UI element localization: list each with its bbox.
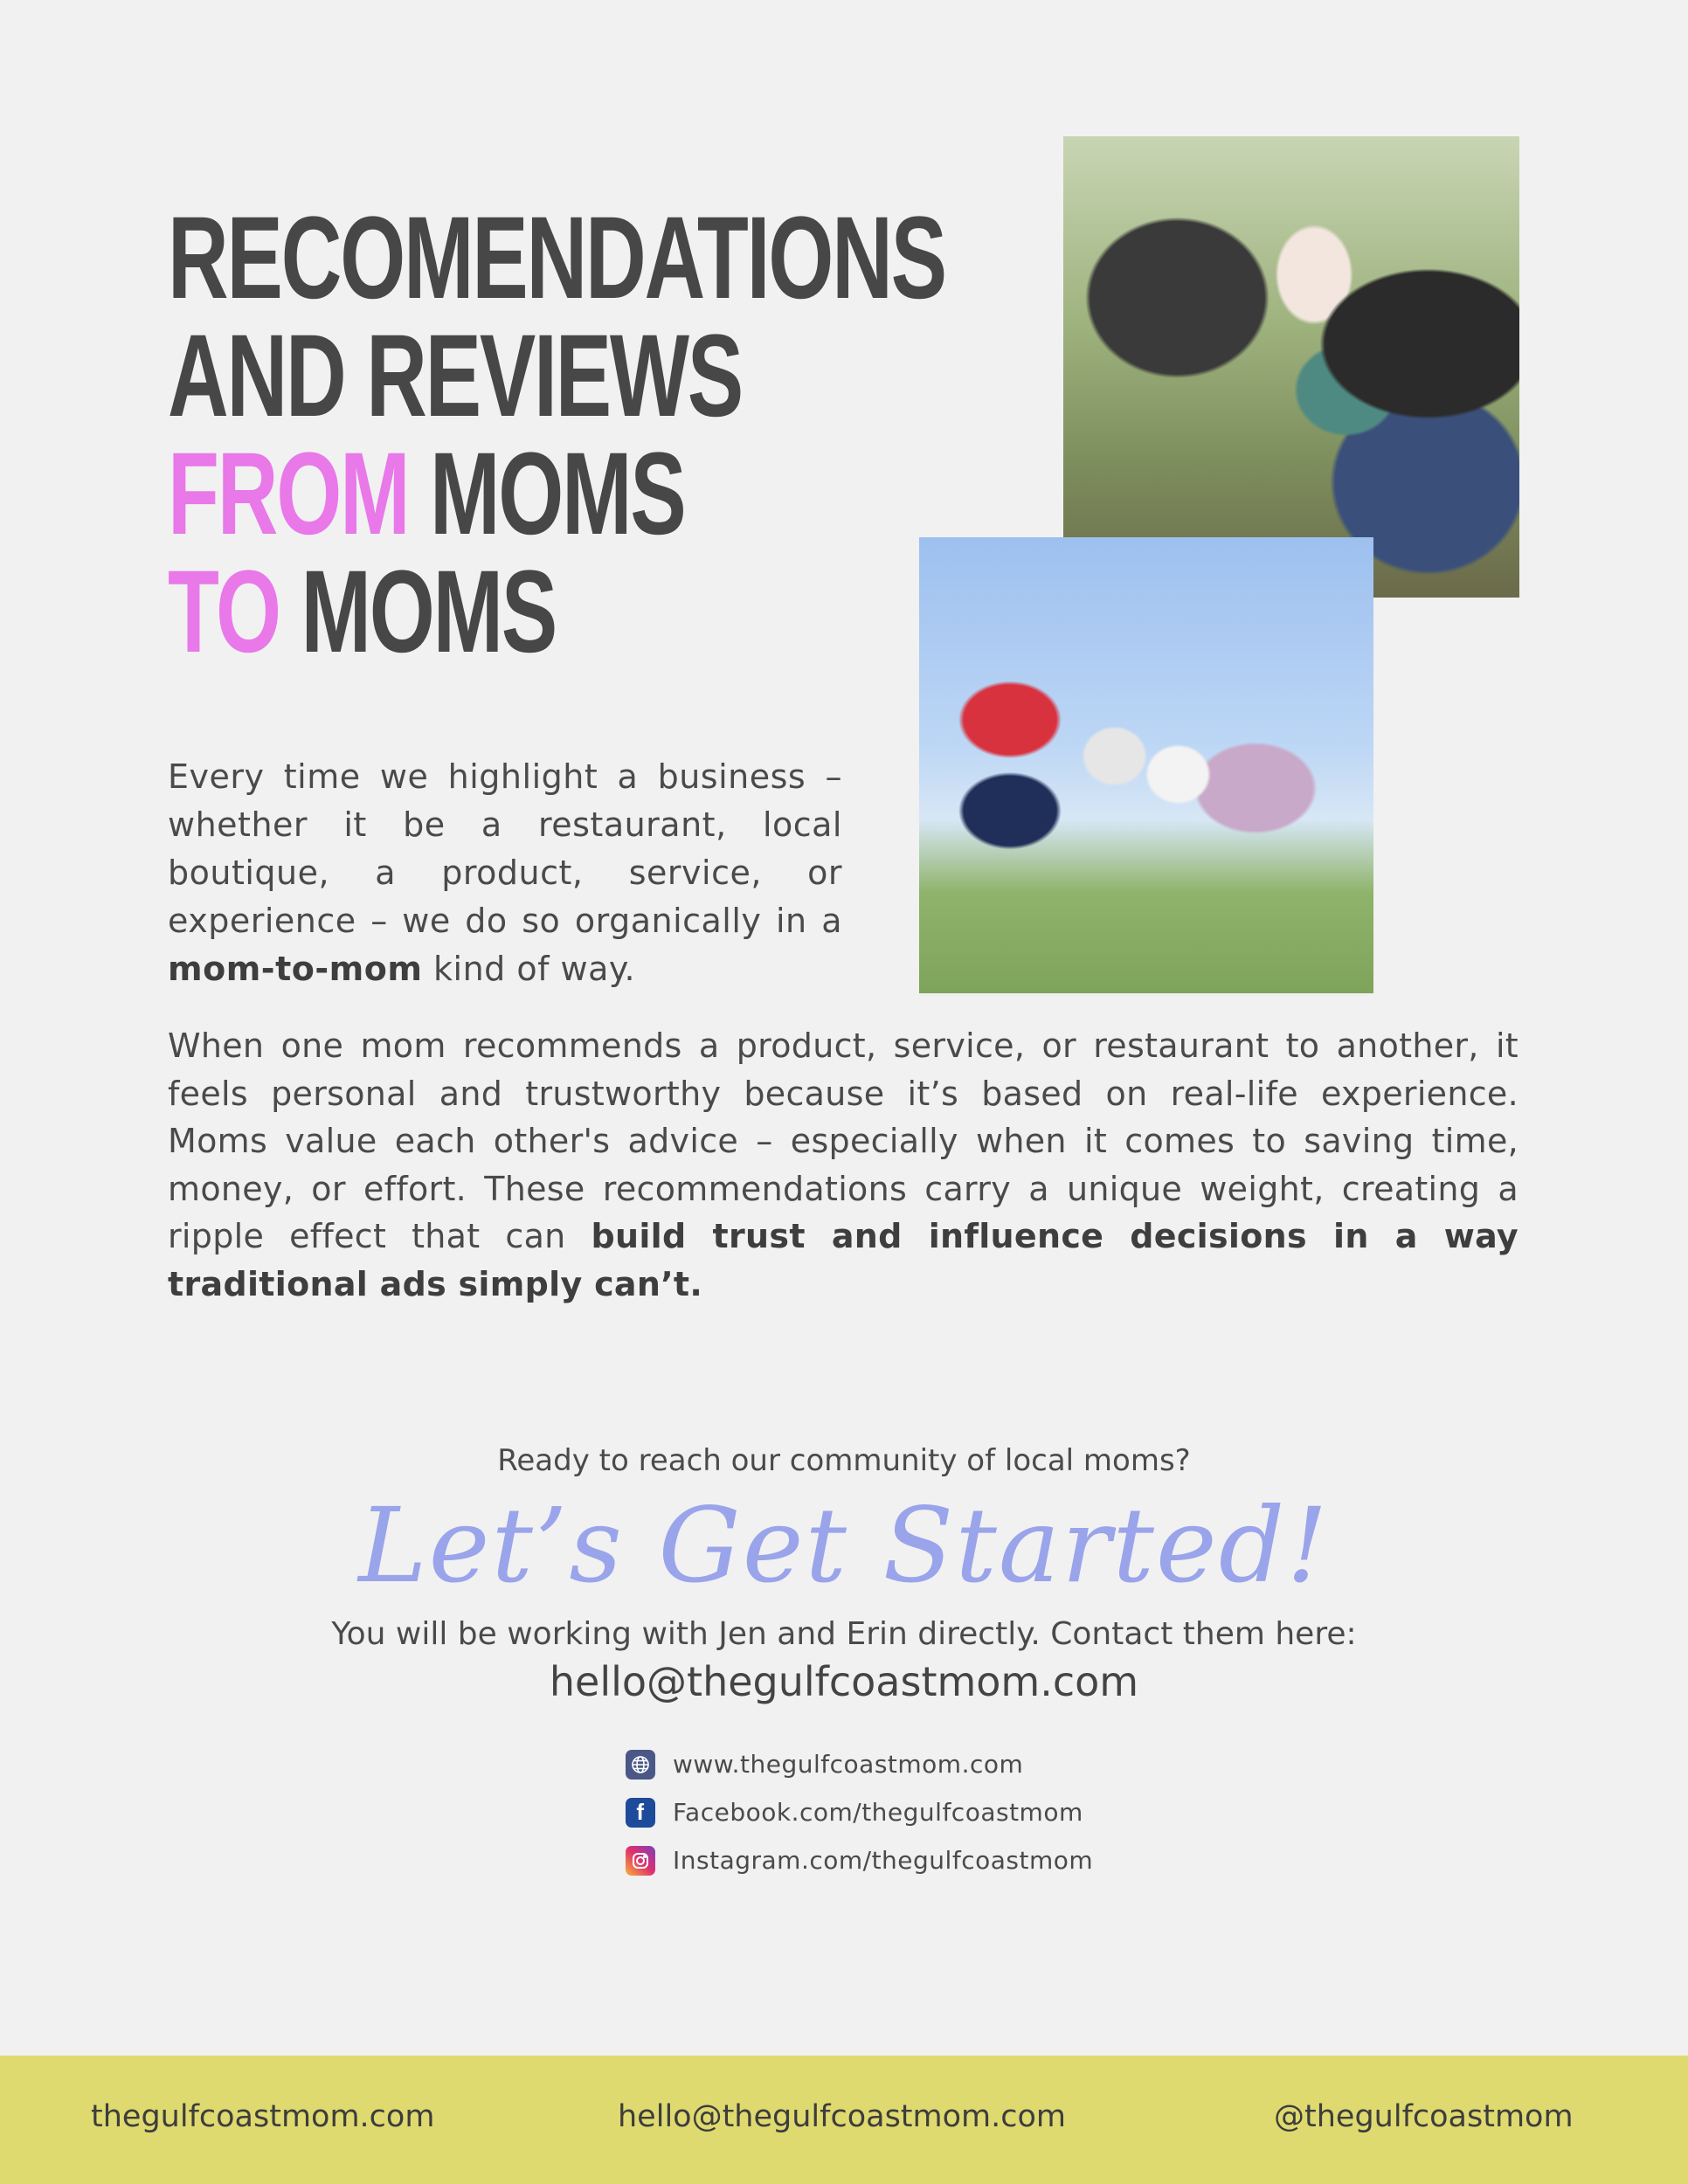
family-photo-bottom <box>919 537 1373 993</box>
body-paragraph <box>168 1022 1519 1308</box>
intro-text: Every time we highlight a business – whether it be a restaurant, local boutique, a product, service, or experience – we do so organically in a <box>168 757 842 940</box>
cta-script-heading: Let’s Get Started! <box>358 1485 1330 1606</box>
family-photo-top <box>1063 136 1519 598</box>
headline-line-4 <box>168 547 734 677</box>
website-link-label: www.thegulfcoastmom.com <box>673 1750 1024 1779</box>
footer-email-link[interactable]: hello@thegulfcoastmom.com <box>618 2099 1067 2134</box>
social-links <box>626 1740 1093 1884</box>
intro-bold: mom-to-mom <box>168 950 423 988</box>
headline-accent-from: FROM <box>168 429 409 559</box>
headline-moms-1: MOMS <box>408 429 685 559</box>
instagram-link[interactable] <box>626 1836 1093 1884</box>
contact-email-link[interactable]: hello@thegulfcoastmom.com <box>549 1658 1139 1705</box>
website-link[interactable] <box>626 1740 1093 1788</box>
headline-line-2: AND REVIEWS <box>168 311 743 441</box>
footer-bar <box>0 2056 1688 2184</box>
cta-contact-text: You will be working with Jen and Erin directly. Contact them here: <box>331 1616 1357 1652</box>
page-headline <box>168 193 945 677</box>
globe-icon <box>626 1750 655 1780</box>
facebook-icon: f <box>626 1798 655 1828</box>
intro-paragraph <box>168 753 842 993</box>
facebook-link[interactable] <box>626 1788 1093 1836</box>
headline-accent-to: TO <box>168 547 280 677</box>
instagram-icon <box>626 1846 655 1876</box>
headline-line-1: RECOMENDATIONS <box>168 193 945 323</box>
facebook-link-label: Facebook.com/thegulfcoastmom <box>673 1798 1083 1827</box>
instagram-link-label: Instagram.com/thegulfcoastmom <box>673 1846 1094 1875</box>
body-text: When one mom recommends a product, service, or restaurant to another, it feels personal and trustworthy because it’s based on real-life experience. Moms value each other's advice – especially when it comes to saving time, money, or effort. These recommendations carry a unique weight, creating a ripple effect that can <box>168 1026 1519 1255</box>
footer-social-handle[interactable]: @thegulfcoastmom <box>1274 2099 1574 2134</box>
footer-website-link[interactable]: thegulfcoastmom.com <box>91 2099 435 2134</box>
headline-line-3 <box>168 429 734 559</box>
body-bold: build trust and influence decisions in a way traditional ads simply can’t. <box>168 1217 1519 1303</box>
cta-question: Ready to reach our community of local moms? <box>497 1443 1191 1478</box>
headline-moms-2: MOMS <box>279 547 557 677</box>
intro-text-end: kind of way. <box>422 950 636 988</box>
